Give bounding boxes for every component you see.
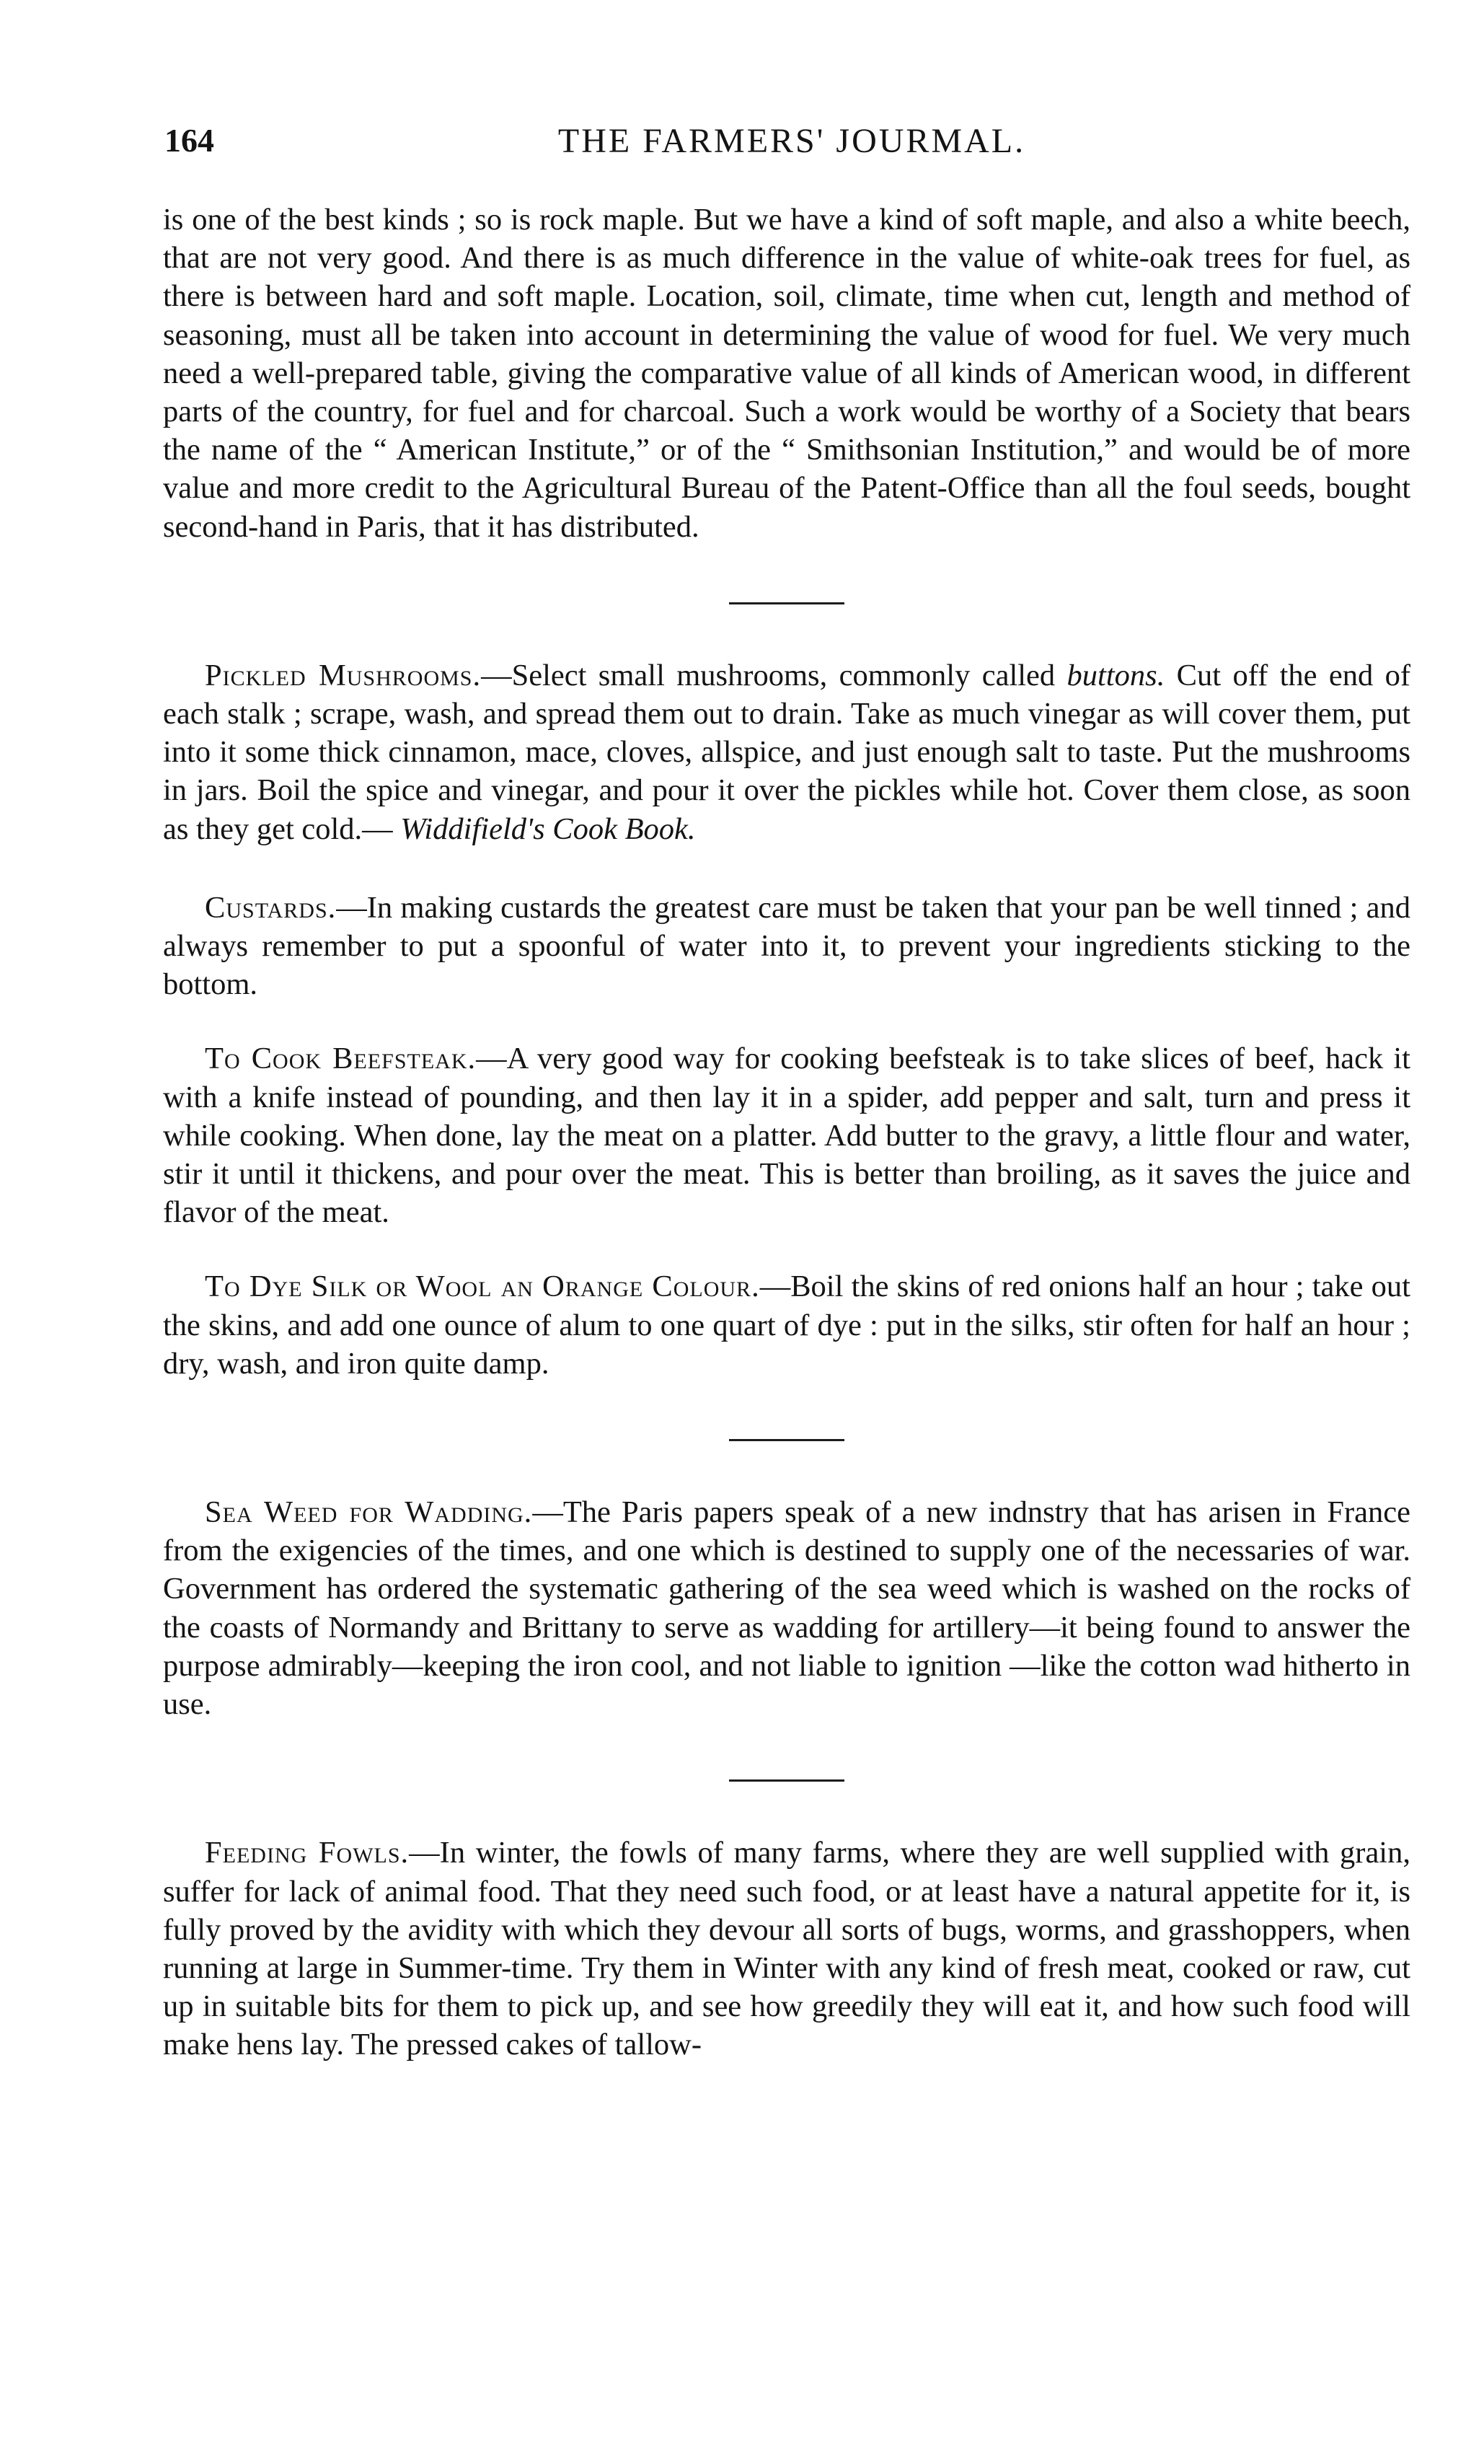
section-divider bbox=[729, 1439, 844, 1441]
article-title: Pickled Mushrooms. bbox=[205, 658, 482, 692]
article-source: Widdifield's Cook Book. bbox=[400, 811, 696, 846]
section-divider bbox=[729, 1779, 844, 1782]
continued-paragraph: is one of the best kinds ; so is rock maple. But we have a kind of soft maple, and also a white beech, that are not very good. And there is as much difference in the value of white-oak trees for fuel, as there is between hard and soft maple. Location, soil, climate, time when cut, length and method of seasoning, must all be taken into account in determining the value of wood for fuel. We very much need a well-prepared table, giving the comparative value of all kinds of American wood, in different parts of the country, for fuel and for charcoal. Such a work would be worthy of a Society that bears the name of the “ American Institute,” or of the “ Smithsonian Institution,” and would be of more value and more credit to the Agricultural Bureau of the Patent-Office than all the foul seeds, bought second-hand in Paris, that it has distributed. bbox=[163, 203, 1410, 544]
article-text: —Select small mushrooms, commonly called bbox=[481, 658, 1067, 692]
article-sea-weed bbox=[163, 1493, 1410, 1723]
article-feeding-fowls bbox=[163, 1834, 1410, 2064]
page-header bbox=[164, 121, 1419, 179]
article-text: —Boil the skins of red onions half an hour ; take out the skins, and add one ounce of alum to one quart of dye : put in the silks, stir often for half an hour ; dry, wash, and iron quite damp. bbox=[163, 1270, 1410, 1381]
running-title: THE FARMERS' JOURMAL. bbox=[557, 122, 1026, 160]
article-orange-dye bbox=[163, 1267, 1410, 1383]
article-text: Cut off the end of each stalk ; scrape, wash, and spread them out to drain. Take as much vinegar as will cover them, put into it some thick cinnamon, mace, cloves, allspice, and just enough salt to taste. Put the mushrooms in jars. Boil the spice and vinegar, and pour it over the pickles while hot. Cover them close, as soon as they get cold.— bbox=[163, 658, 1410, 846]
article-text: —The Paris papers speak of a new indnstry that has arisen in France from the exigencies of the times, and one which is destined to supply one of the necessaries of war. Government has ordered the systematic gathering of the sea weed which is washed on the rocks of the coasts of Normandy and Brittany to serve as wadding for artillery—it being found to answer the purpose admirably—keeping the iron cool, and not liable to ignition —like the cotton wad hitherto in use. bbox=[163, 1495, 1410, 1722]
article-title: To Dye Silk or Wool an Orange Colour. bbox=[205, 1270, 760, 1304]
article-title: Feeding Fowls. bbox=[205, 1836, 410, 1870]
article-title: Sea Weed for Wadding. bbox=[205, 1495, 533, 1530]
article-text: —A very good way for cooking beefsteak is to take slices of beef, hack it with a knife instead of pounding, and then lay it in a spider, add pepper and salt, turn and press it while cooking. When done, lay the meat on a platter. Add butter to the gravy, a little flour and water, stir it until it thickens, and pour over the meat. This is better than broiling, as it saves the juice and flavor of the meat. bbox=[163, 1042, 1410, 1230]
article-beefsteak bbox=[163, 1039, 1410, 1231]
article-emphasis: buttons. bbox=[1066, 658, 1165, 692]
section-divider bbox=[729, 602, 844, 604]
article-custards bbox=[163, 889, 1410, 1004]
page-body bbox=[163, 201, 1410, 2064]
page-number: 164 bbox=[164, 122, 214, 159]
article-title: To Cook Beefsteak. bbox=[205, 1042, 477, 1076]
article-text: —In winter, the fowls of many farms, where they are well supplied with grain, suffer for lack of animal food. That they need such food, or at least have a natural appetite for it, is fully proved by the avidity with which they devour all sorts of bugs, worms, and grasshoppers, when running at large in Summer-time. Try them in Winter with any kind of fresh meat, cooked or raw, cut up in suitable bits for them to pick up, and see how greedily they will eat it, and how such food will make hens lay. The pressed cakes of tallow- bbox=[163, 1836, 1410, 2062]
article-text: —In making custards the greatest care must be taken that your pan be well tinned ; and always remember to put a spoonful of water into it, to prevent your ingredients sticking to the bottom. bbox=[163, 890, 1410, 1002]
article-title: Custards. bbox=[205, 890, 337, 925]
article-pickled-mushrooms bbox=[163, 656, 1410, 848]
